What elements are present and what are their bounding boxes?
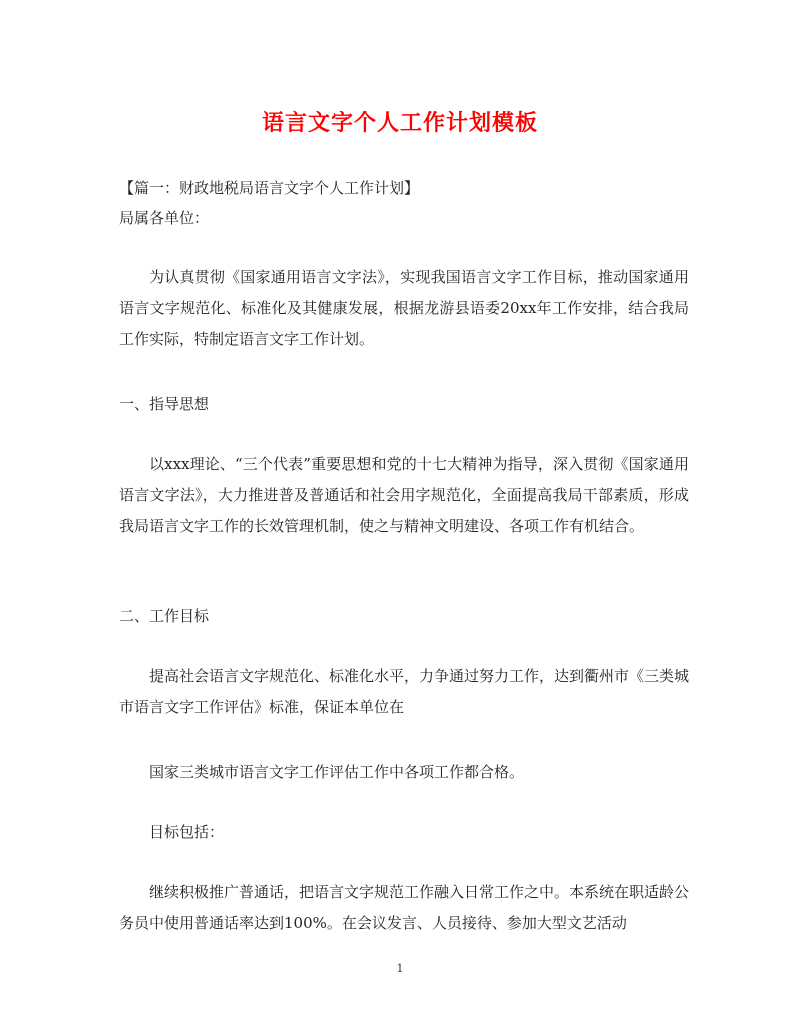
- section-heading: 【篇一：财政地税局语言文字个人工作计划】: [119, 179, 420, 197]
- mandarin-promotion-paragraph: 继续积极推广普通话，把语言文字规范工作融入日常工作之中。本系统在职适龄公务员中使用普通话率达到100%。在会议发言、人员接待、参加大型文艺活动: [119, 883, 690, 932]
- heading-guiding-ideology: 一、指导思想: [119, 395, 210, 413]
- guiding-ideology-paragraph: 以xxx理论、“三个代表”重要思想和党的十七大精神为指导，深入贯彻《国家通用语言文字法》，大力推进普及普通话和社会用字规范化，全面提高我局干部素质，形成我局语言文字工作的长效管理机制，使之与精神文明建设、各项工作有机结合。: [119, 455, 689, 535]
- work-goals-paragraph: 提高社会语言文字规范化、标准化水平，力争通过努力工作，达到衢州市《三类城市语言文字工作评估》标准，保证本单位在: [119, 667, 690, 716]
- intro-paragraph: 为认真贯彻《国家通用语言文字法》，实现我国语言文字工作目标，推动国家通用语言文字规范化、标准化及其健康发展，根据龙游县语委20xx年工作安排，结合我局工作实际，特制定语言文字工作计划。: [119, 268, 689, 348]
- document-title: 语言文字个人工作计划模板: [261, 110, 538, 136]
- salutation: 局属各单位：: [119, 209, 210, 227]
- page-number: 1: [396, 962, 404, 975]
- heading-work-goals: 二、工作目标: [119, 607, 210, 625]
- evaluation-paragraph: 国家三类城市语言文字工作评估工作中各项工作都合格。: [149, 763, 525, 781]
- goals-include-label: 目标包括：: [149, 823, 225, 841]
